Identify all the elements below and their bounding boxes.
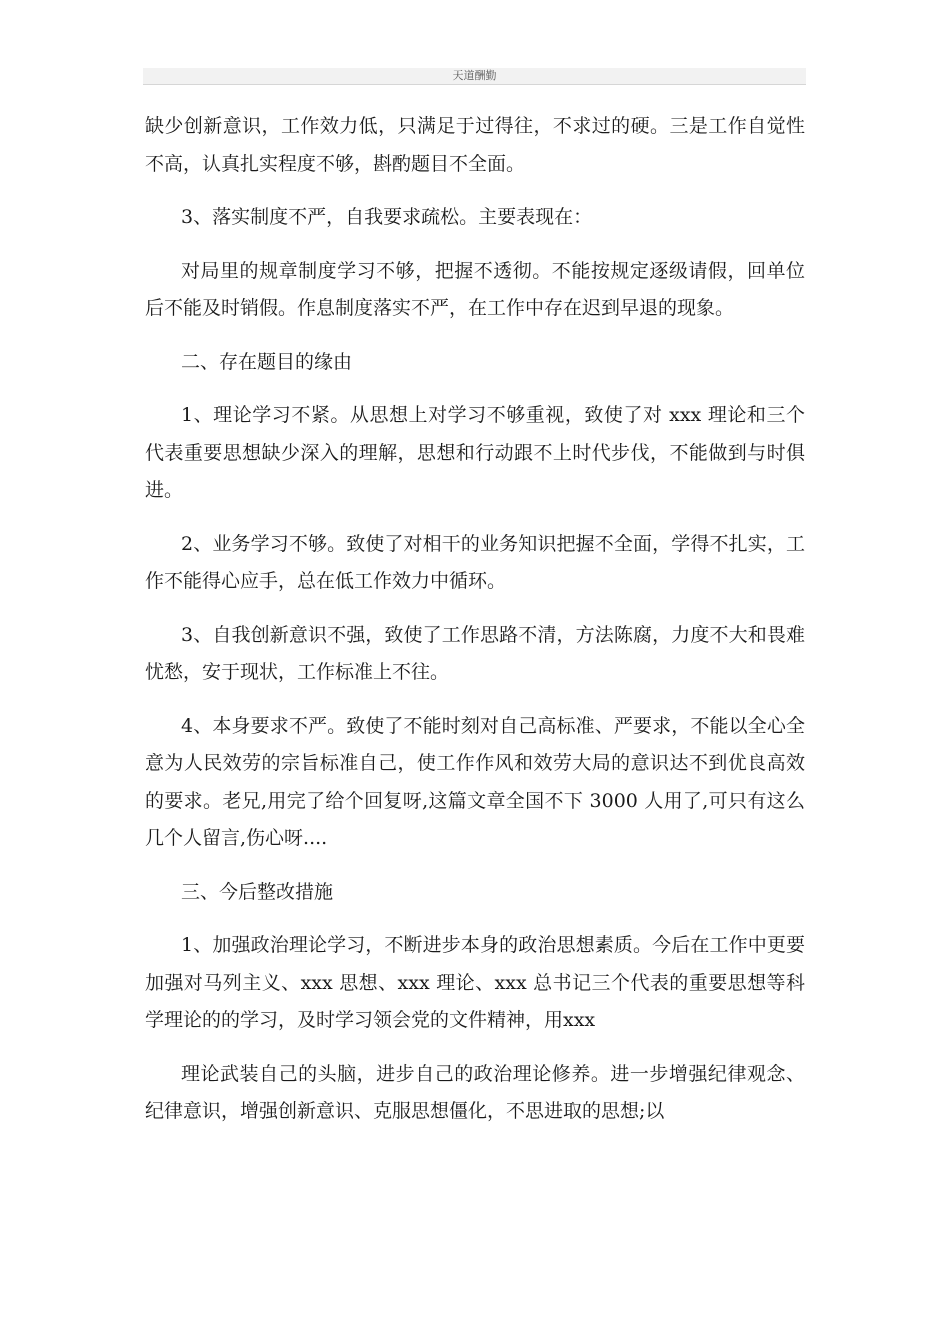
header-text: 天道酬勤 [452,69,497,82]
document-body [145,108,805,1147]
page-header [143,68,806,85]
paragraph-2: 3、落实制度不严，自我要求疏松。主要表现在： [181,206,593,228]
paragraph-10: 1、加强政治理论学习，不断进步本身的政治思想素质。今后在工作中更要加强对马列主义、xxx 思想、xxx 理论、xxx 总书记三个代表的重要思想等科学理论的的学习，及时学习领会党的文件精神，用xxx [145,934,805,1031]
paragraph-8: 4、本身要求不严。致使了不能时刻对自己高标准、严要求，不能以全心全意为人民效劳的宗旨标准自己，使工作作风和效劳大局的意识达不到优良高效的要求。老兄,用完了给个回复呀,这篇文章全国不下 3000 人用了,可只有这么几个人留言,伤心呀.... [145,714,805,849]
paragraph-1: 缺少创新意识，工作效力低，只满足于过得往，不求过的硬。三是工作自觉性不高，认真扎实程度不够，斟酌题目不全面。 [145,115,805,175]
paragraph-3: 对局里的规章制度学习不够，把握不透彻。不能按规定逐级请假，回单位后不能及时销假。作息制度落实不严，在工作中存在迟到早退的现象。 [145,259,805,319]
paragraph-7: 3、自我创新意识不强，致使了工作思路不清，方法陈腐，力度不大和畏难忧愁，安于现状，工作标准上不往。 [145,623,805,683]
paragraph-6: 2、业务学习不够。致使了对相干的业务知识把握不全面，学得不扎实，工作不能得心应手，总在低工作效力中循环。 [145,532,805,592]
paragraph-5: 1、理论学习不紧。从思想上对学习不够重视，致使了对 xxx 理论和三个代表重要思想缺少深入的理解，思想和行动跟不上时代步伐，不能做到与时俱进。 [145,404,805,501]
section-heading-3: 三、今后整改措施 [181,880,334,903]
section-heading-2: 二、存在题目的缘由 [181,350,353,373]
paragraph-11: 理论武装自己的头脑，进步自己的政治理论修养。进一步增强纪律观念、纪律意识，增强创新意识、克服思想僵化，不思进取的思想;以 [145,1062,805,1122]
